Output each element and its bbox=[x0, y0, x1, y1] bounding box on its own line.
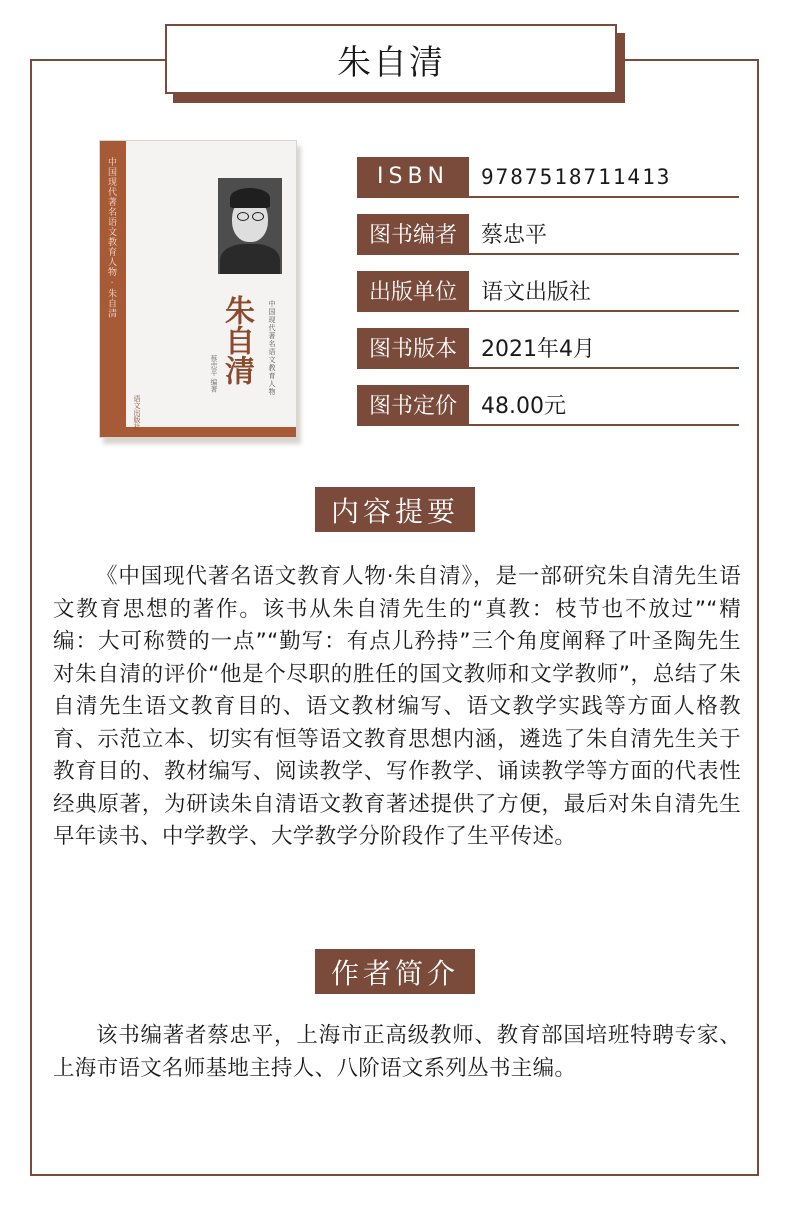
author-portrait bbox=[218, 178, 282, 274]
info-value: 48.00元 bbox=[481, 394, 566, 419]
book-cover-image bbox=[99, 140, 299, 440]
summary-text: 《中国现代著名语文教育人物·朱自清》，是一部研究朱自清先生语文教育思想的著作。该书从朱自清先生的“真教：枝节也不放过”“精编：大可称赞的一点”“勤写：有点儿矜持”三个角度阐释了叶圣陶先生对朱自清的评价“他是个尽职的胜任的国文教师和文学教师”，总结了朱自清先生语文教育目的、语文教材编写、语文教学实践等方面人格教育、示范立本、切实有恒等语文教育思想内涵，遴选了朱自清先生关于教育目的、教材编写、阅读教学、写作教学、诵读教学等方面的代表性经典原著，为研读朱自清语文教育著述提供了方便，最后对朱自清先生早年读书、中学教学、大学教学分阶段作了生平传述。 bbox=[53, 564, 741, 849]
portrait-glasses-right bbox=[252, 212, 264, 221]
info-row-price bbox=[357, 385, 739, 426]
info-value: 2021年4月 bbox=[481, 337, 595, 362]
info-row-edition bbox=[357, 328, 739, 369]
cover-title: 朱自清 bbox=[219, 295, 254, 385]
cover-editor: 蔡忠平 编著 bbox=[210, 355, 218, 393]
portrait-glasses-left bbox=[237, 212, 249, 221]
author-text: 该书编著者蔡忠平，上海市正高级教师、教育部国培班特聘专家、上海市语文名师基地主持人、八阶语文系列丛书主编。 bbox=[53, 1023, 741, 1081]
book-spine bbox=[100, 141, 126, 437]
cover-series: 中国现代著名语文教育人物 bbox=[268, 300, 276, 396]
info-row-editor bbox=[357, 214, 739, 255]
info-row-publisher bbox=[357, 271, 739, 312]
info-value: 蔡忠平 bbox=[481, 223, 548, 248]
summary-heading: 内容提要 bbox=[315, 487, 475, 532]
info-label: 出版单位 bbox=[357, 271, 469, 310]
spine-text: 中国现代著名语文教育人物 · 朱自清 bbox=[106, 157, 116, 319]
portrait-coat bbox=[220, 244, 280, 274]
author-heading: 作者简介 bbox=[315, 949, 475, 994]
cover-publisher: 语文出版社 bbox=[133, 395, 141, 430]
info-label: 图书版本 bbox=[357, 328, 469, 367]
info-label: ISBN bbox=[357, 157, 469, 196]
portrait-hair bbox=[230, 188, 270, 208]
info-value: 语文出版社 bbox=[481, 280, 592, 305]
info-label: 图书定价 bbox=[357, 385, 469, 424]
cover-bottom-band bbox=[126, 427, 296, 437]
page-title: 朱自清 bbox=[165, 24, 617, 94]
info-row-isbn bbox=[357, 157, 739, 198]
info-value: 9787518711413 bbox=[481, 164, 672, 189]
info-label: 图书编者 bbox=[357, 214, 469, 253]
